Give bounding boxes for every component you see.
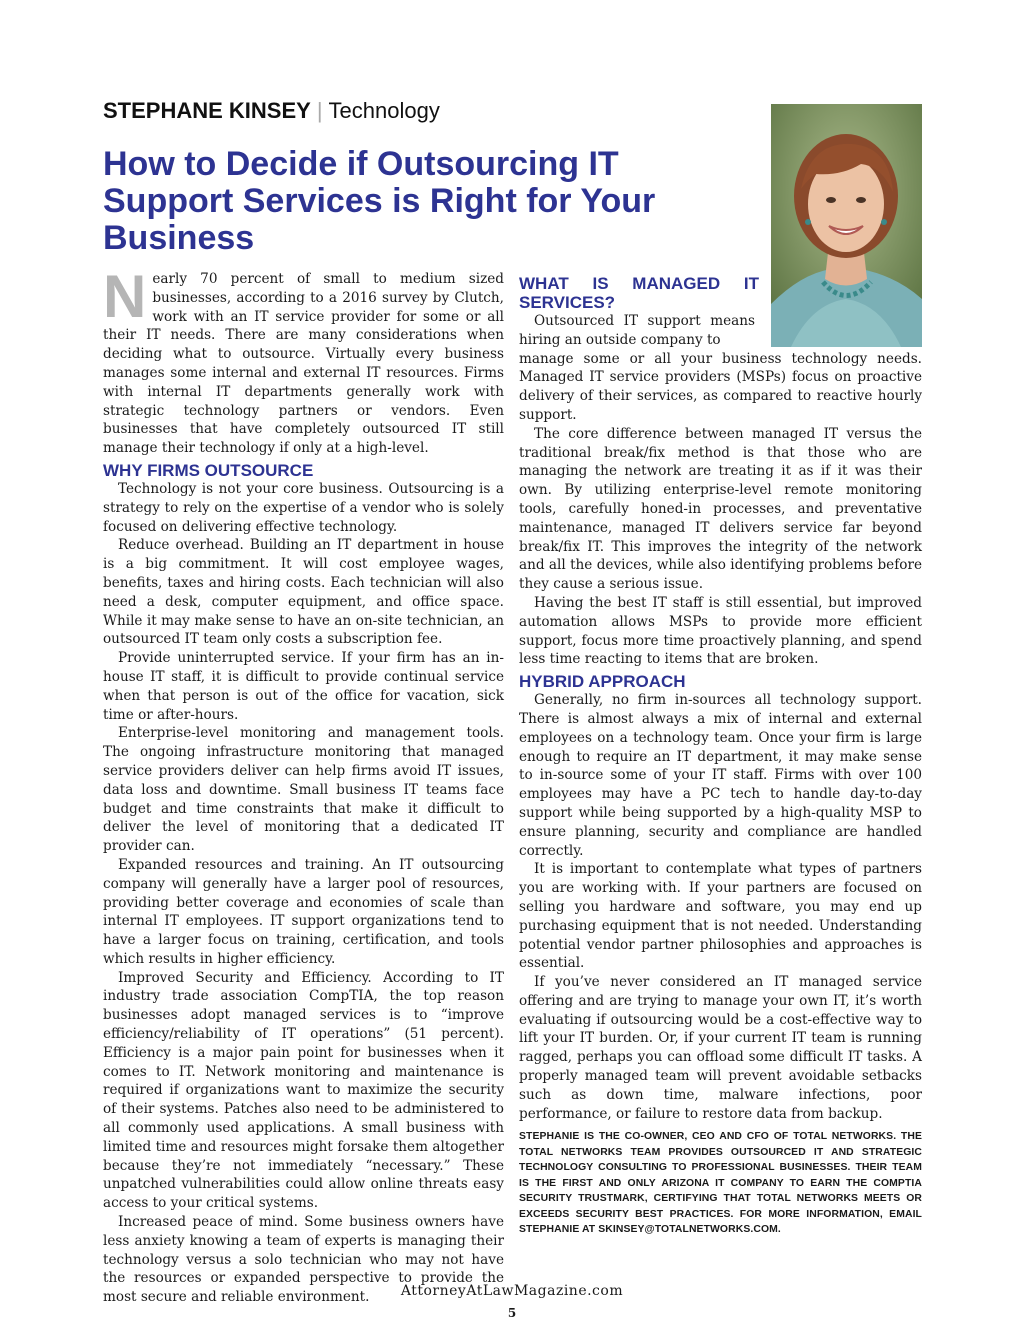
right-column: [519, 274, 922, 1237]
footer-website: AttorneyAtLawMagazine.com: [400, 1283, 624, 1299]
paragraph: Improved Security and Efficiency. According to IT industry trade association CompTIA, the top reason businesses adopt managed services is to “improve efficiency/reliability of IT operations” (51 percent). Efficiency is a major pain point for businesses when it comes to IT. Network monitoring and maintenance is required if organizations want to maximize the security of their systems. Patches also need to be administered to all commonly used applications. A small business with limited time and resources might forsake them altogether because they’re not immediately “necessary.” These unpatched vulnerabilities could allow online threats easy access to your critical systems.: [103, 969, 504, 1212]
paragraph: Having the best IT staff is still essential, but improved automation allows MSPs to provide more efficient support, focus more time proactively planning, and spend less time reacting to items that are broken.: [519, 594, 922, 668]
paragraph: It is important to contemplate what types of partners you are working with. If your partners are focused on selling you hardware and software, you may end up purchasing equipment that is not needed. Understanding potential vendor partner philosophies and approaches is essential.: [519, 861, 922, 972]
paragraph: Provide uninterrupted service. If your firm has an in-house IT staff, it is difficult to provide continual service when that person is out of the office for vacation, sick time or after-hours.: [103, 650, 504, 723]
heading-what-is-managed-it: WHAT IS MANAGED IT SERVICES?: [519, 274, 759, 312]
paragraph: Technology is not your core business. Outsourcing is a strategy to rely on the expertise of a vendor who is solely focused on delivering effective technology.: [103, 480, 504, 535]
paragraph-continued: manage some or all your business technology needs. Managed IT service providers (MSPs) focus on proactive delivery of their services, as compared to reactive hourly support.: [519, 350, 922, 423]
heading-why-firms-outsource: WHY FIRMS OUTSOURCE: [103, 460, 314, 480]
paragraph: If you’ve never considered an IT managed service offering and are trying to manage your own IT, it’s worth evaluating if outsourcing would be a cost-effective way to lift your IT burden. Or, if your current IT team is running ragged, perhaps you can offload some difficult IT tasks. A properly managed team will prevent avoidable setbacks such as down time, malware infections, poor performance, or failure to restore data from backup.: [519, 974, 922, 1122]
byline-separator: |: [316, 98, 323, 123]
paragraph-narrow: Outsourced IT support means hiring an outside company to: [519, 313, 755, 348]
paragraph: Increased peace of mind. Some business owners have less anxiety knowing a team of experts is managing their technology versus a solo technician who may not have the resources or expanded perspective to provide the most secure and reliable environment.: [103, 1214, 504, 1306]
paragraph: The core difference between managed IT versus the traditional break/fix method is that those who are managing the network are treating it as if it was their own. By utilizing enterprise-level remote monitoring tools, carefully honed-in processes, and preventative maintenance, managed IT delivers service far beyond break/fix IT. This improves the integrity of the network and all the devices, while also identifying problems before they cause a serious issue.: [519, 425, 922, 593]
byline: [103, 98, 440, 124]
paragraph: Generally, no firm in-sources all technology support. There is almost always a mix of internal and external employees on a technology team. Once your firm is large enough to require an IT department, it may make sense to in-source some of your IT staff. Firms with over 100 employees may have a PC tech to handle day-to-day support while being supported by a high-quality MSP to ensure planning, security and compliance are handled correctly.: [519, 692, 922, 859]
page-number: 5: [507, 1306, 517, 1320]
intro-text: early 70 percent of small to medium sized businesses, according to a 2016 survey by Clutch, work with an IT service provider for some or all their IT needs. There are many considerations when deciding what to outsource. Virtually every business manages some internal and external IT resources. Firms with internal IT departments generally work with strategic technology partners or vendors. Even businesses that have completely outsourced IT still manage their technology if only at a high-level.: [103, 271, 504, 457]
left-column: [103, 263, 504, 1307]
drop-cap: N: [103, 263, 147, 330]
heading-hybrid-approach: HYBRID APPROACH: [519, 672, 686, 692]
paragraph: Reduce overhead. Building an IT department in house is a big commitment. It will cost employee wages, benefits, taxes and hiring costs. Each technician will also need a desk, computer equipment, and office space. While it may make sense to have an on-site technician, an outsourced IT team only costs a subscription fee.: [103, 537, 504, 648]
article-title: How to Decide if Outsourcing IT Support Services is Right for Your Business: [103, 145, 656, 257]
paragraph: Expanded resources and training. An IT outsourcing company will generally have a larger pool of resources, providing better coverage and economies of scale than internal IT employees. IT support organizations tend to have a larger focus on training, certification, and tools which results in higher efficiency.: [103, 856, 504, 967]
paragraph: Enterprise-level monitoring and management tools. The ongoing infrastructure monitoring that managed service providers deliver can help firms avoid IT issues, data loss and downtime. Small business IT teams face budget and time constraints that make it difficult to deliver the level of monitoring that a dedicated IT provider can.: [103, 725, 504, 855]
intro-paragraph: [103, 263, 504, 458]
section-name: Technology: [328, 98, 440, 123]
author-name: STEPHANE KINSEY: [103, 98, 311, 123]
author-bio: STEPHANIE IS THE CO-OWNER, CEO AND CFO OF TOTAL NETWORKS. THE TOTAL NETWORKS TEAM PROVIDES OUTSOURCED IT AND STRATEGIC TECHNOLOGY CONSULTING TO PROFESSIONAL BUSINESSES. THEIR TEAM IS THE FIRST AND ONLY ARIZONA IT COMPANY TO EARN THE COMPTIA SECURITY TRUSTMARK, CERTIFYING THAT TOTAL NETWORKS MEETS OR EXCEEDS SECURITY BEST PRACTICES. FOR MORE INFORMATION, EMAIL STEPHANIE AT SKINSEY@TOTALNETWORKS.COM.: [519, 1131, 922, 1235]
